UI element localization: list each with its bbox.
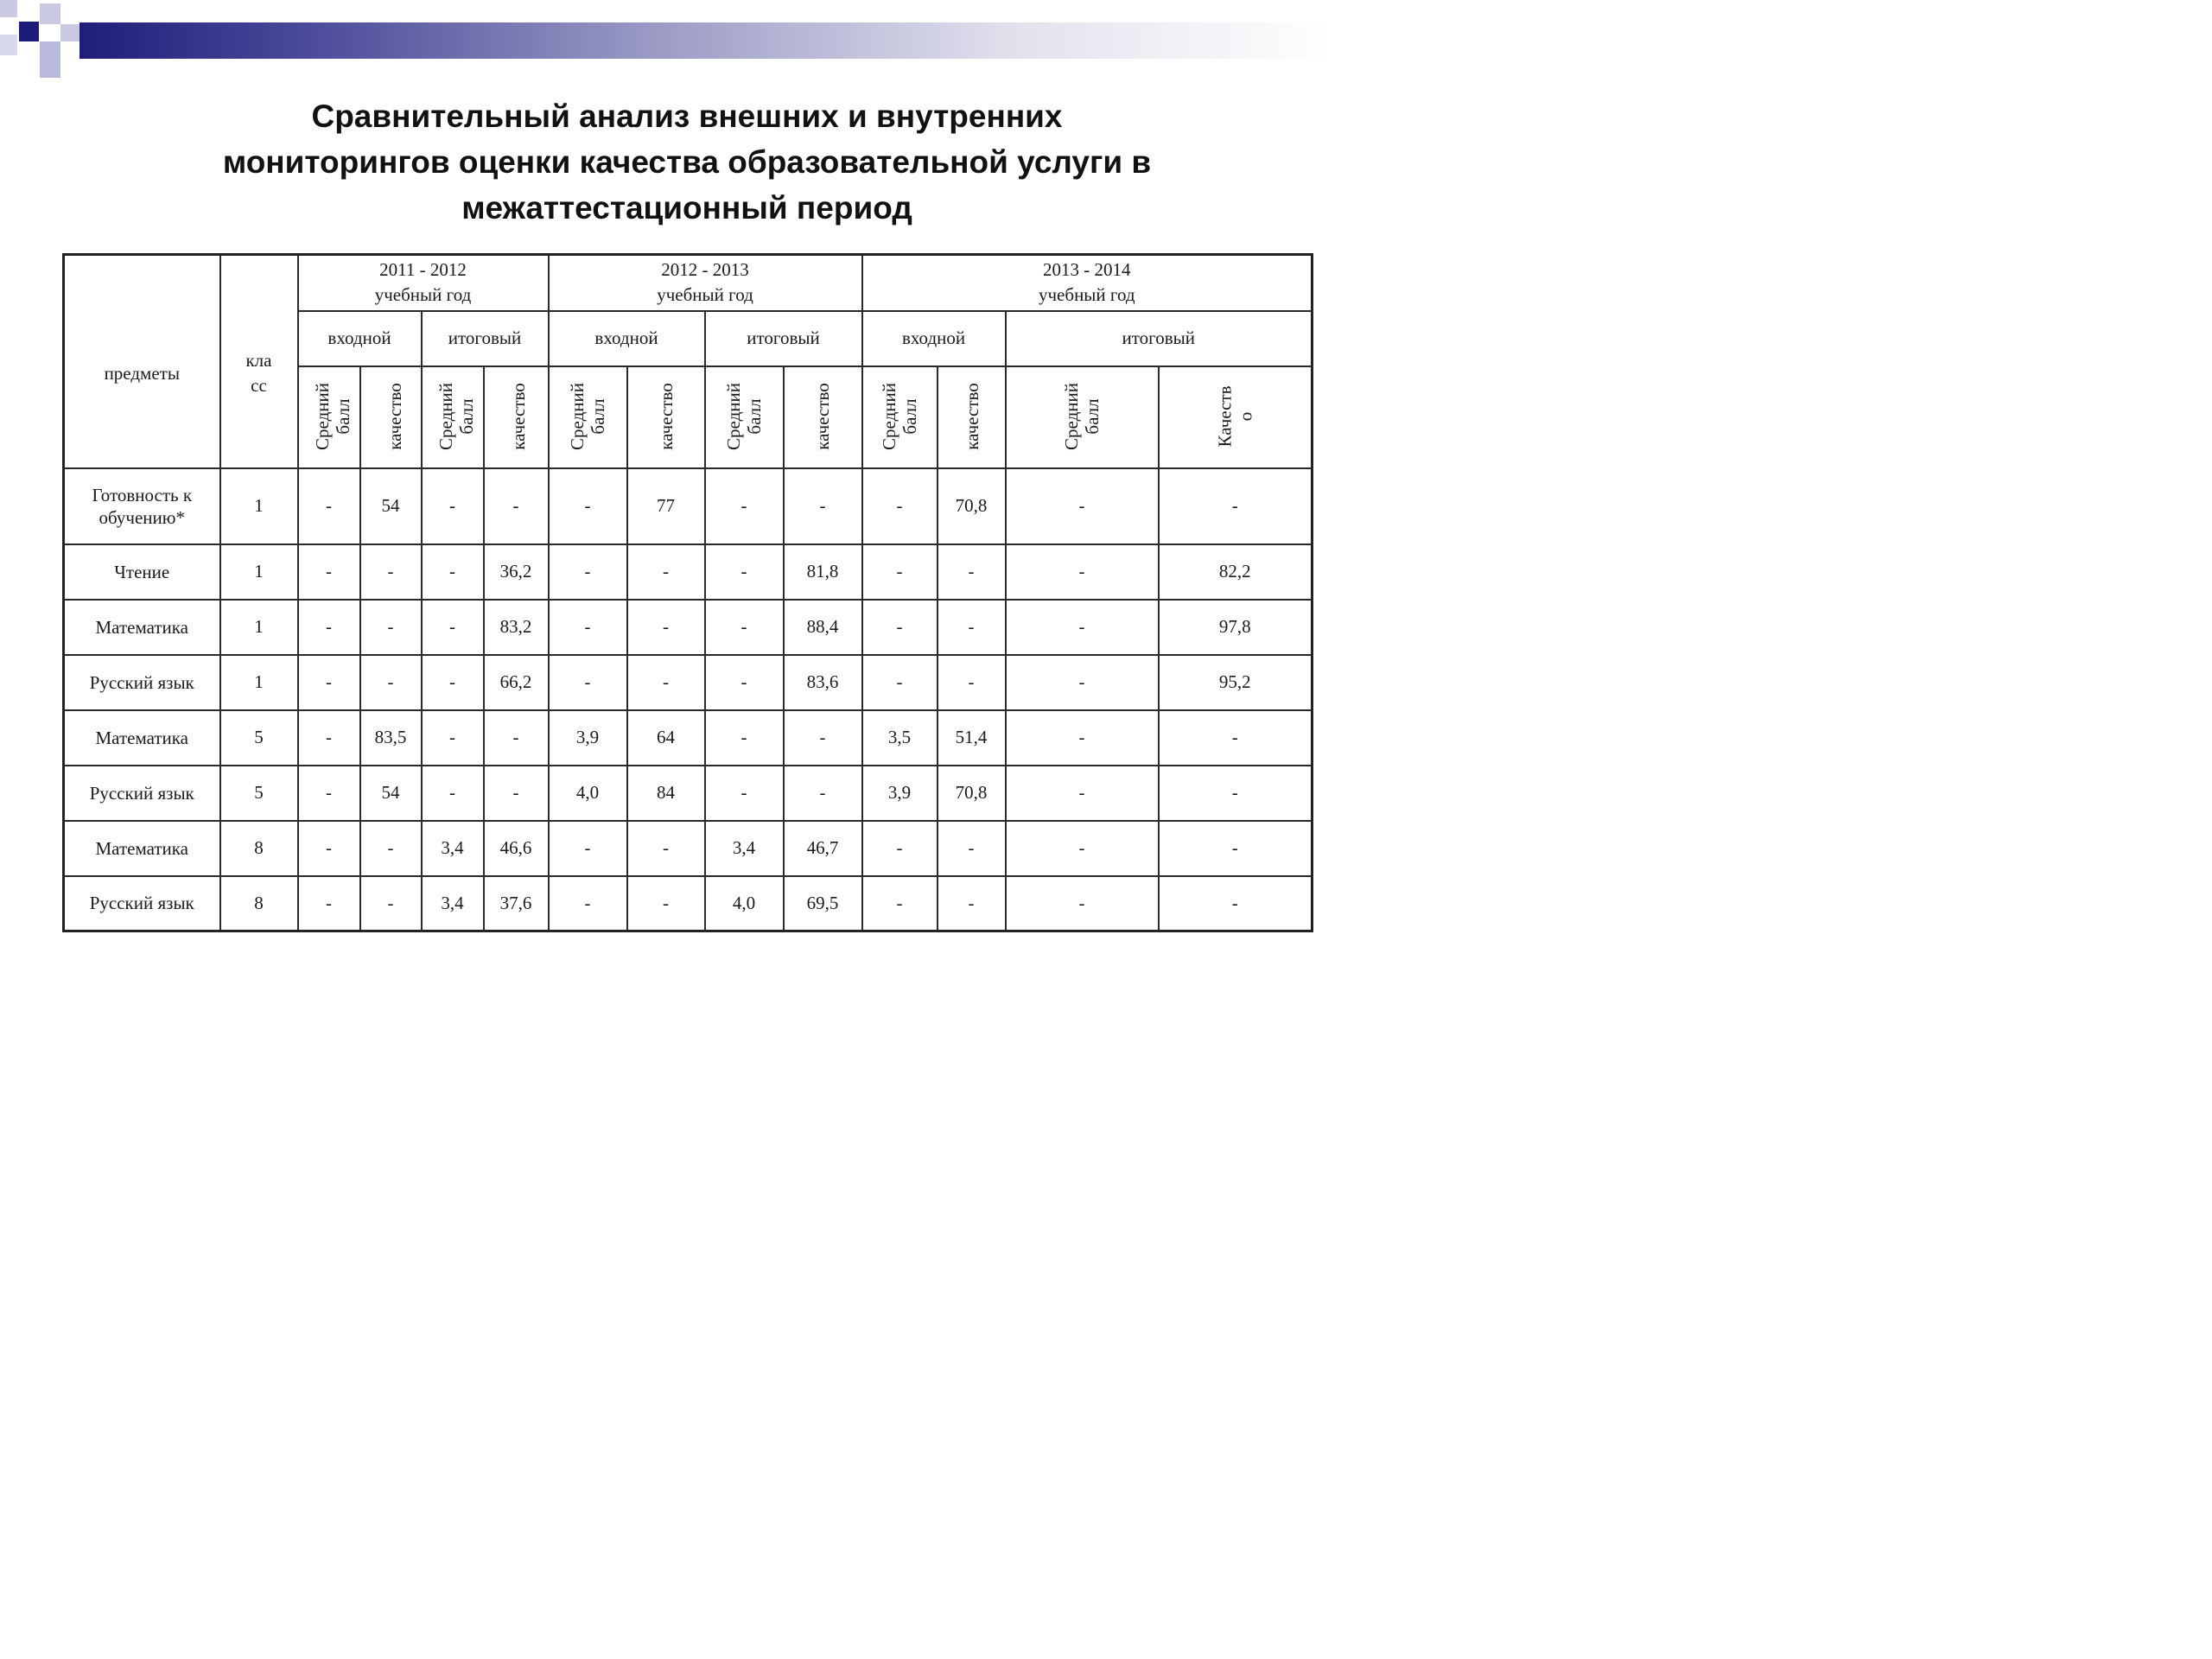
value-cell: - bbox=[360, 876, 422, 931]
value-cell: - bbox=[1006, 710, 1159, 766]
value-cell: 3,4 bbox=[422, 876, 484, 931]
subject-cell: Готовность к обучению* bbox=[64, 468, 220, 544]
value-cell: - bbox=[1159, 710, 1313, 766]
value-cell: - bbox=[938, 544, 1006, 600]
value-cell: 84 bbox=[627, 766, 705, 821]
value-cell: - bbox=[298, 655, 360, 710]
header-row-years bbox=[64, 255, 1313, 311]
decor-square bbox=[40, 3, 60, 24]
value-cell: 4,0 bbox=[705, 876, 784, 931]
header-quality: качество bbox=[938, 366, 1006, 468]
header-final: итоговый bbox=[1006, 311, 1313, 366]
value-cell: 36,2 bbox=[484, 544, 549, 600]
value-cell: - bbox=[422, 655, 484, 710]
class-cell: 1 bbox=[220, 655, 298, 710]
value-cell: - bbox=[549, 655, 627, 710]
value-cell: - bbox=[360, 655, 422, 710]
table-row bbox=[64, 468, 1313, 544]
value-cell: - bbox=[705, 544, 784, 600]
value-cell: - bbox=[627, 821, 705, 876]
value-cell: - bbox=[549, 876, 627, 931]
value-cell: - bbox=[784, 710, 862, 766]
class-cell: 1 bbox=[220, 544, 298, 600]
value-cell: - bbox=[298, 600, 360, 655]
value-cell: - bbox=[484, 710, 549, 766]
value-cell: - bbox=[784, 468, 862, 544]
table-row bbox=[64, 600, 1313, 655]
subject-cell: Русский язык bbox=[64, 876, 220, 931]
value-cell: 66,2 bbox=[484, 655, 549, 710]
slide bbox=[0, 0, 1332, 999]
value-cell: - bbox=[705, 655, 784, 710]
value-cell: - bbox=[627, 876, 705, 931]
header-gradient-bar bbox=[79, 22, 1332, 59]
subject-cell: Математика bbox=[64, 710, 220, 766]
value-cell: - bbox=[549, 600, 627, 655]
value-cell: - bbox=[1159, 821, 1313, 876]
value-cell: - bbox=[938, 821, 1006, 876]
subject-cell: Чтение bbox=[64, 544, 220, 600]
header-avg-score: Средний балл bbox=[549, 366, 627, 468]
title-line: Сравнительный анализ внешних и внутренних bbox=[311, 99, 1063, 134]
table-row bbox=[64, 544, 1313, 600]
value-cell: 3,4 bbox=[705, 821, 784, 876]
value-cell: 37,6 bbox=[484, 876, 549, 931]
value-cell: 46,7 bbox=[784, 821, 862, 876]
value-cell: - bbox=[422, 710, 484, 766]
header-quality: качество bbox=[360, 366, 422, 468]
class-cell: 8 bbox=[220, 821, 298, 876]
value-cell: - bbox=[1006, 468, 1159, 544]
value-cell: - bbox=[422, 600, 484, 655]
value-cell: - bbox=[1006, 544, 1159, 600]
value-cell: - bbox=[298, 766, 360, 821]
value-cell: - bbox=[627, 600, 705, 655]
value-cell: - bbox=[1159, 766, 1313, 821]
value-cell: - bbox=[705, 766, 784, 821]
value-cell: - bbox=[549, 544, 627, 600]
value-cell: - bbox=[298, 876, 360, 931]
value-cell: 77 bbox=[627, 468, 705, 544]
value-cell: 82,2 bbox=[1159, 544, 1313, 600]
value-cell: - bbox=[1006, 821, 1159, 876]
value-cell: - bbox=[422, 766, 484, 821]
value-cell: - bbox=[705, 468, 784, 544]
value-cell: - bbox=[862, 600, 938, 655]
value-cell: 64 bbox=[627, 710, 705, 766]
value-cell: - bbox=[1006, 655, 1159, 710]
header-class: кла сс bbox=[220, 255, 298, 468]
value-cell: 83,5 bbox=[360, 710, 422, 766]
value-cell: 88,4 bbox=[784, 600, 862, 655]
value-cell: - bbox=[705, 710, 784, 766]
header-avg-score: Средний балл bbox=[862, 366, 938, 468]
value-cell: - bbox=[549, 821, 627, 876]
value-cell: 3,5 bbox=[862, 710, 938, 766]
value-cell: - bbox=[1006, 600, 1159, 655]
header-entry: входной bbox=[298, 311, 422, 366]
value-cell: 83,2 bbox=[484, 600, 549, 655]
value-cell: - bbox=[298, 468, 360, 544]
value-cell: 70,8 bbox=[938, 468, 1006, 544]
class-cell: 1 bbox=[220, 468, 298, 544]
subject-cell: Математика bbox=[64, 600, 220, 655]
title-line: мониторингов оценки качества образовательной услуги в bbox=[222, 144, 1152, 180]
header-quality: качество bbox=[484, 366, 549, 468]
class-cell: 1 bbox=[220, 600, 298, 655]
slide-title bbox=[52, 93, 1322, 231]
value-cell: 70,8 bbox=[938, 766, 1006, 821]
value-cell: - bbox=[422, 468, 484, 544]
header-entry: входной bbox=[549, 311, 705, 366]
header-year-2012: 2012 - 2013 учебный год bbox=[549, 255, 862, 311]
table-row bbox=[64, 766, 1313, 821]
value-cell: 69,5 bbox=[784, 876, 862, 931]
value-cell: - bbox=[484, 468, 549, 544]
value-cell: 51,4 bbox=[938, 710, 1006, 766]
value-cell: - bbox=[862, 876, 938, 931]
value-cell: 3,9 bbox=[549, 710, 627, 766]
value-cell: - bbox=[298, 710, 360, 766]
subject-cell: Русский язык bbox=[64, 766, 220, 821]
value-cell: - bbox=[862, 468, 938, 544]
header-quality: качество bbox=[627, 366, 705, 468]
class-cell: 5 bbox=[220, 710, 298, 766]
value-cell: 3,9 bbox=[862, 766, 938, 821]
header-subjects: предметы bbox=[64, 255, 220, 468]
value-cell: - bbox=[360, 600, 422, 655]
subject-cell: Русский язык bbox=[64, 655, 220, 710]
table-row bbox=[64, 655, 1313, 710]
comparison-table bbox=[62, 253, 1313, 932]
header-avg-score: Средний балл bbox=[422, 366, 484, 468]
value-cell: 46,6 bbox=[484, 821, 549, 876]
header-quality: Качеств о bbox=[1159, 366, 1313, 468]
value-cell: - bbox=[627, 655, 705, 710]
header-year-2011: 2011 - 2012 учебный год bbox=[298, 255, 549, 311]
subject-cell: Математика bbox=[64, 821, 220, 876]
value-cell: - bbox=[938, 876, 1006, 931]
value-cell: - bbox=[784, 766, 862, 821]
value-cell: - bbox=[862, 821, 938, 876]
value-cell: - bbox=[938, 600, 1006, 655]
class-cell: 8 bbox=[220, 876, 298, 931]
value-cell: 97,8 bbox=[1159, 600, 1313, 655]
value-cell: - bbox=[627, 544, 705, 600]
value-cell: - bbox=[1159, 876, 1313, 931]
value-cell: 54 bbox=[360, 468, 422, 544]
value-cell: 81,8 bbox=[784, 544, 862, 600]
value-cell: 95,2 bbox=[1159, 655, 1313, 710]
value-cell: 83,6 bbox=[784, 655, 862, 710]
decor-square bbox=[40, 41, 60, 78]
class-cell: 5 bbox=[220, 766, 298, 821]
value-cell: - bbox=[705, 600, 784, 655]
value-cell: - bbox=[298, 821, 360, 876]
header-entry: входной bbox=[862, 311, 1006, 366]
value-cell: - bbox=[360, 821, 422, 876]
value-cell: - bbox=[938, 655, 1006, 710]
value-cell: - bbox=[1006, 766, 1159, 821]
value-cell: 3,4 bbox=[422, 821, 484, 876]
header-quality: качество bbox=[784, 366, 862, 468]
header-avg-score: Средний балл bbox=[1006, 366, 1159, 468]
table-row bbox=[64, 821, 1313, 876]
header-final: итоговый bbox=[705, 311, 862, 366]
table-row bbox=[64, 710, 1313, 766]
header-avg-score: Средний балл bbox=[298, 366, 360, 468]
value-cell: - bbox=[862, 655, 938, 710]
decor-square bbox=[0, 0, 17, 17]
decor-square bbox=[19, 22, 39, 41]
value-cell: - bbox=[422, 544, 484, 600]
decor-square bbox=[60, 24, 81, 41]
value-cell: 54 bbox=[360, 766, 422, 821]
header-final: итоговый bbox=[422, 311, 549, 366]
value-cell: - bbox=[1159, 468, 1313, 544]
value-cell: 4,0 bbox=[549, 766, 627, 821]
decor-square bbox=[0, 35, 17, 55]
title-line: межаттестационный период bbox=[461, 190, 912, 226]
table-body bbox=[64, 468, 1313, 931]
value-cell: - bbox=[298, 544, 360, 600]
value-cell: - bbox=[484, 766, 549, 821]
value-cell: - bbox=[549, 468, 627, 544]
table-row bbox=[64, 876, 1313, 931]
header-year-2013: 2013 - 2014 учебный год bbox=[862, 255, 1313, 311]
value-cell: - bbox=[1006, 876, 1159, 931]
value-cell: - bbox=[360, 544, 422, 600]
header-avg-score: Средний балл bbox=[705, 366, 784, 468]
value-cell: - bbox=[862, 544, 938, 600]
